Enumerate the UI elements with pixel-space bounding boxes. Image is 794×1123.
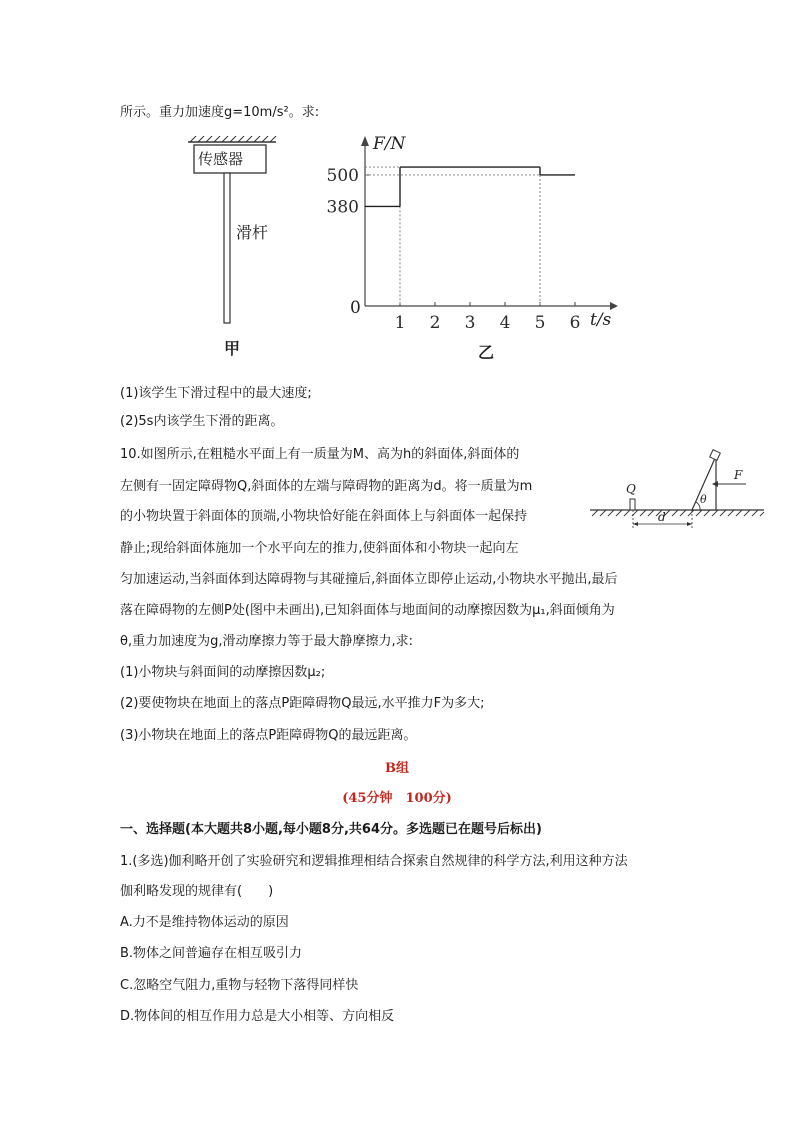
q1-option-b: B.物体之间普遍存在相互吸引力 [120, 946, 303, 961]
section-heading: 一、选择题(本大题共8小题,每小题8分,共64分。多选题已在题号后标出) [120, 822, 542, 837]
q10-line-1: 10.如图所示,在粗糙水平面上有一质量为M、高为h的斜面体,斜面体的 [120, 447, 520, 462]
figure-jia-drawing [180, 136, 300, 366]
q1-line-2: 伽利略发现的规律有( ) [120, 884, 274, 899]
y-tick-label-500: 500 [326, 165, 359, 186]
q9-sub1: (1)该学生下滑过程中的最大速度; [120, 386, 312, 401]
q9-sub2: (2)5s内该学生下滑的距离。 [120, 414, 284, 429]
small-block [710, 450, 721, 461]
q1-option-c: C.忽略空气阻力,重物与轻物下落得同样快 [120, 978, 359, 993]
x-axis-label: t/s [590, 310, 612, 330]
obstacle-q [630, 499, 635, 510]
incline-diagram [588, 448, 774, 538]
label-d: d [658, 510, 666, 524]
y-axis-label: F/N [373, 134, 406, 154]
x-tick-label-3: 3 [464, 313, 476, 330]
figure-yi-caption: 乙 [478, 343, 495, 362]
rod [224, 173, 230, 323]
label-q: Q [626, 482, 636, 496]
q10-figure [588, 448, 774, 538]
x-tick-label-2: 2 [429, 313, 441, 330]
q10-line-3: 的小物块置于斜面体的顶端,小物块恰好能在斜面体上与斜面体一起保持 [120, 509, 528, 524]
group-b-subtitle: (45分钟 100分) [342, 791, 452, 806]
q10-sub1: (1)小物块与斜面间的动摩擦因数μ₂; [120, 665, 326, 680]
force-time-chart [320, 130, 620, 330]
q1-option-d: D.物体间的相互作用力总是大小相等、方向相反 [120, 1009, 395, 1024]
q10-sub3: (3)小物块在地面上的落点P距障碍物Q的最远距离。 [120, 728, 417, 743]
sensor-label: 传感器 [198, 150, 244, 168]
figure-jia [180, 136, 300, 366]
q1-option-a: A.力不是维持物体运动的原因 [120, 915, 289, 930]
label-f: F [734, 468, 743, 482]
x-tick-label-5: 5 [534, 313, 546, 330]
x-tick-label-6: 6 [569, 313, 581, 330]
rod-label: 滑杆 [236, 223, 269, 242]
y-tick-label-380: 380 [326, 197, 359, 218]
q10-line-2: 左侧有一固定障碍物Q,斜面体的左端与障碍物的距离为d。将一质量为m [120, 479, 533, 494]
q10-line-7: θ,重力加速度为g,滑动摩擦力等于最大静摩擦力,求: [120, 634, 413, 649]
q10-line-4: 静止;现给斜面体施加一个水平向左的推力,使斜面体和小物块一起向左 [120, 541, 519, 556]
figure-jia-caption: 甲 [224, 339, 241, 358]
ceiling-hatch [190, 136, 276, 142]
x-tick-label-4: 4 [499, 313, 511, 330]
q10-line-5: 匀加速运动,当斜面体到达障碍物与其碰撞后,斜面体立即停止运动,小物块水平抛出,最后 [120, 572, 618, 587]
x-axis-arrow [610, 302, 618, 310]
figure-yi [320, 130, 620, 360]
intro-line: 所示。重力加速度g=10m/s²。求: [120, 105, 320, 120]
label-theta: θ [700, 493, 707, 506]
ground-hatch [592, 510, 764, 516]
q1-line-1: 1.(多选)伽利略开创了实验研究和逻辑推理相结合探索自然规律的科学方法,利用这种方法 [120, 854, 628, 869]
x-tick-label-1: 1 [394, 313, 406, 330]
q10-line-6: 落在障碍物的左侧P处(图中未画出),已知斜面体与地面间的动摩擦因数为μ₁,斜面倾角为 [120, 603, 615, 618]
q10-sub2: (2)要使物块在地面上的落点P距障碍物Q最远,水平推力F为多大; [120, 696, 485, 711]
group-b-title: B组 [385, 761, 409, 776]
origin-label: 0 [350, 298, 361, 318]
y-axis-arrow [361, 136, 369, 146]
